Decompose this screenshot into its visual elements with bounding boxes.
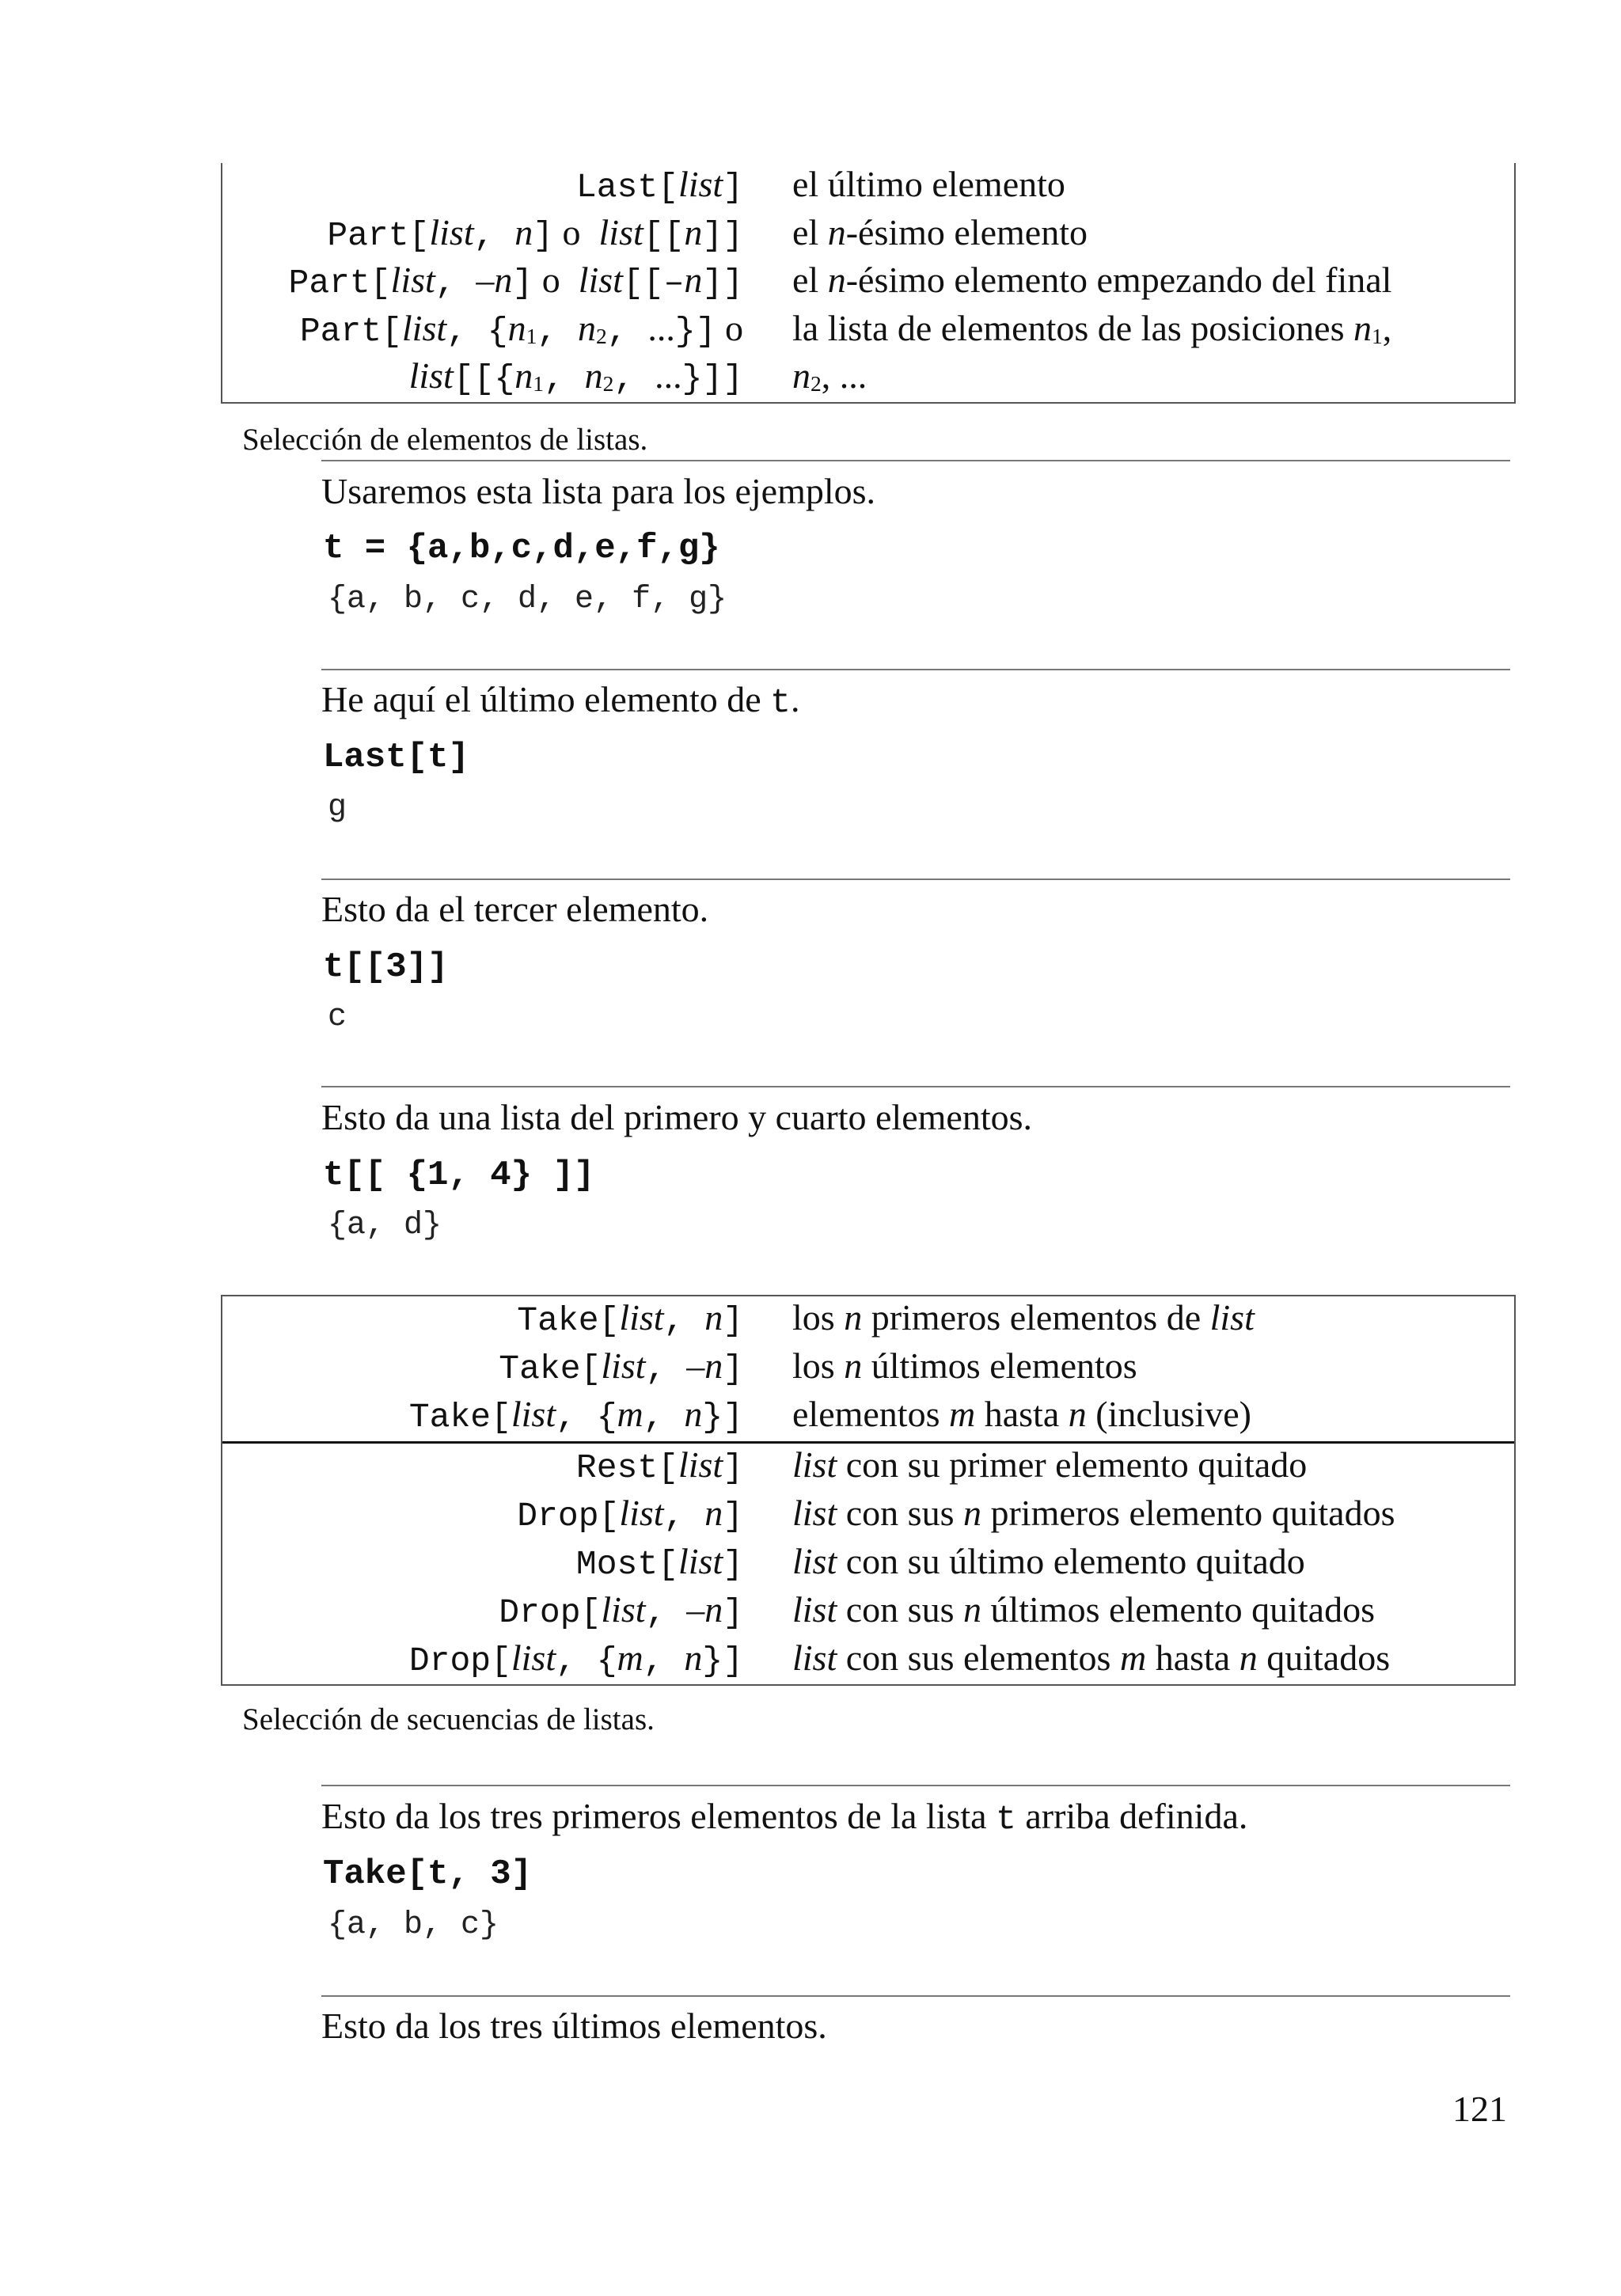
reference-table-element-selection <box>221 163 1516 404</box>
divider <box>321 669 1510 670</box>
syntax-cell: Take[list, –n] <box>499 1345 743 1388</box>
output-cell: g <box>328 790 347 825</box>
table-row <box>222 355 1514 403</box>
example-description: He aquí el último elemento de t. <box>321 679 800 722</box>
output-cell: {a, b, c} <box>328 1907 499 1943</box>
example-description: Esto da una lista del primero y cuarto elementos. <box>321 1097 1033 1137</box>
table-row <box>222 307 1514 355</box>
input-cell[interactable]: t[[ {1, 4} ]] <box>323 1156 595 1195</box>
description-cell: list con sus n primeros elemento quitados <box>792 1493 1395 1533</box>
divider <box>321 879 1510 880</box>
description-cell: list con su último elemento quitado <box>792 1541 1305 1581</box>
table-row <box>222 1492 1514 1540</box>
divider <box>321 1086 1510 1087</box>
description-cell: los n primeros elementos de list <box>792 1297 1255 1338</box>
syntax-cell: Part[list, {$n_1$, $n_2$, ...}] o <box>299 307 743 351</box>
syntax-cell: Drop[list, n] <box>517 1493 743 1535</box>
output-cell: c <box>328 1000 347 1035</box>
description-cell: list con sus n últimos elemento quitados <box>792 1589 1375 1630</box>
table-row <box>222 1345 1514 1393</box>
reference-table-sequence-selection <box>221 1295 1516 1686</box>
example-description: Esto da los tres primeros elementos de la lista t arriba definida. <box>321 1796 1248 1839</box>
input-cell[interactable]: t = {a,b,c,d,e,f,g} <box>323 529 720 568</box>
table-row <box>222 163 1514 211</box>
syntax-cell: Take[list, n] <box>517 1297 743 1340</box>
description-cell: la lista de elementos de las posiciones $n_1$, <box>792 307 1392 348</box>
input-cell[interactable]: Last[t] <box>323 738 469 777</box>
syntax-cell: Most[list] <box>575 1541 743 1584</box>
table-row <box>222 1296 1514 1345</box>
table-row <box>222 1637 1514 1685</box>
syntax-cell: Rest[list] <box>575 1444 743 1487</box>
syntax-cell: Last[list] <box>575 164 743 207</box>
syntax-cell: Take[list, {m, n}] <box>408 1394 743 1436</box>
table-row <box>222 1444 1514 1492</box>
description-cell: el n-ésimo elemento empezando del final <box>792 260 1392 300</box>
description-cell: $n_2$, ... <box>792 355 867 397</box>
table-caption: Selección de secuencias de listas. <box>242 1702 655 1736</box>
syntax-cell: Part[list, –n] o list[[–n]] <box>288 260 743 302</box>
description-cell: los n últimos elementos <box>792 1345 1137 1386</box>
example-description: Esto da los tres últimos elementos. <box>321 2006 827 2046</box>
syntax-cell: Drop[list, –n] <box>499 1589 743 1632</box>
table-row <box>222 211 1514 260</box>
example-description: Esto da el tercer elemento. <box>321 889 709 929</box>
description-cell: el n-ésimo elemento <box>792 211 1088 252</box>
input-cell[interactable]: Take[t, 3] <box>323 1854 533 1894</box>
input-cell[interactable]: t[[3]] <box>323 947 449 987</box>
description-cell: el último elemento <box>792 164 1065 204</box>
table-row <box>222 1540 1514 1588</box>
table-group <box>222 1296 1514 1441</box>
table-row <box>222 1393 1514 1441</box>
divider <box>321 460 1510 461</box>
description-cell: elementos m hasta n (inclusive) <box>792 1394 1251 1434</box>
description-cell: list con sus elementos m hasta n quitados <box>792 1638 1391 1678</box>
output-cell: {a, b, c, d, e, f, g} <box>328 582 727 617</box>
page-number: 121 <box>1452 2089 1507 2129</box>
divider <box>321 1995 1510 1997</box>
description-cell: list con su primer elemento quitado <box>792 1444 1308 1485</box>
table-row <box>222 1588 1514 1637</box>
table-caption: Selección de elementos de listas. <box>242 423 648 457</box>
output-cell: {a, d} <box>328 1208 442 1243</box>
table-row <box>222 259 1514 307</box>
table-group <box>222 1441 1514 1685</box>
example-description: Usaremos esta lista para los ejemplos. <box>321 471 876 511</box>
divider <box>321 1785 1510 1786</box>
syntax-cell: $list[[\{n_1$, $n_2$, ...}]] <box>408 355 743 398</box>
syntax-cell: Part[list, n] o list[[n]] <box>327 211 743 255</box>
syntax-cell: Drop[list, {m, n}] <box>408 1638 743 1680</box>
